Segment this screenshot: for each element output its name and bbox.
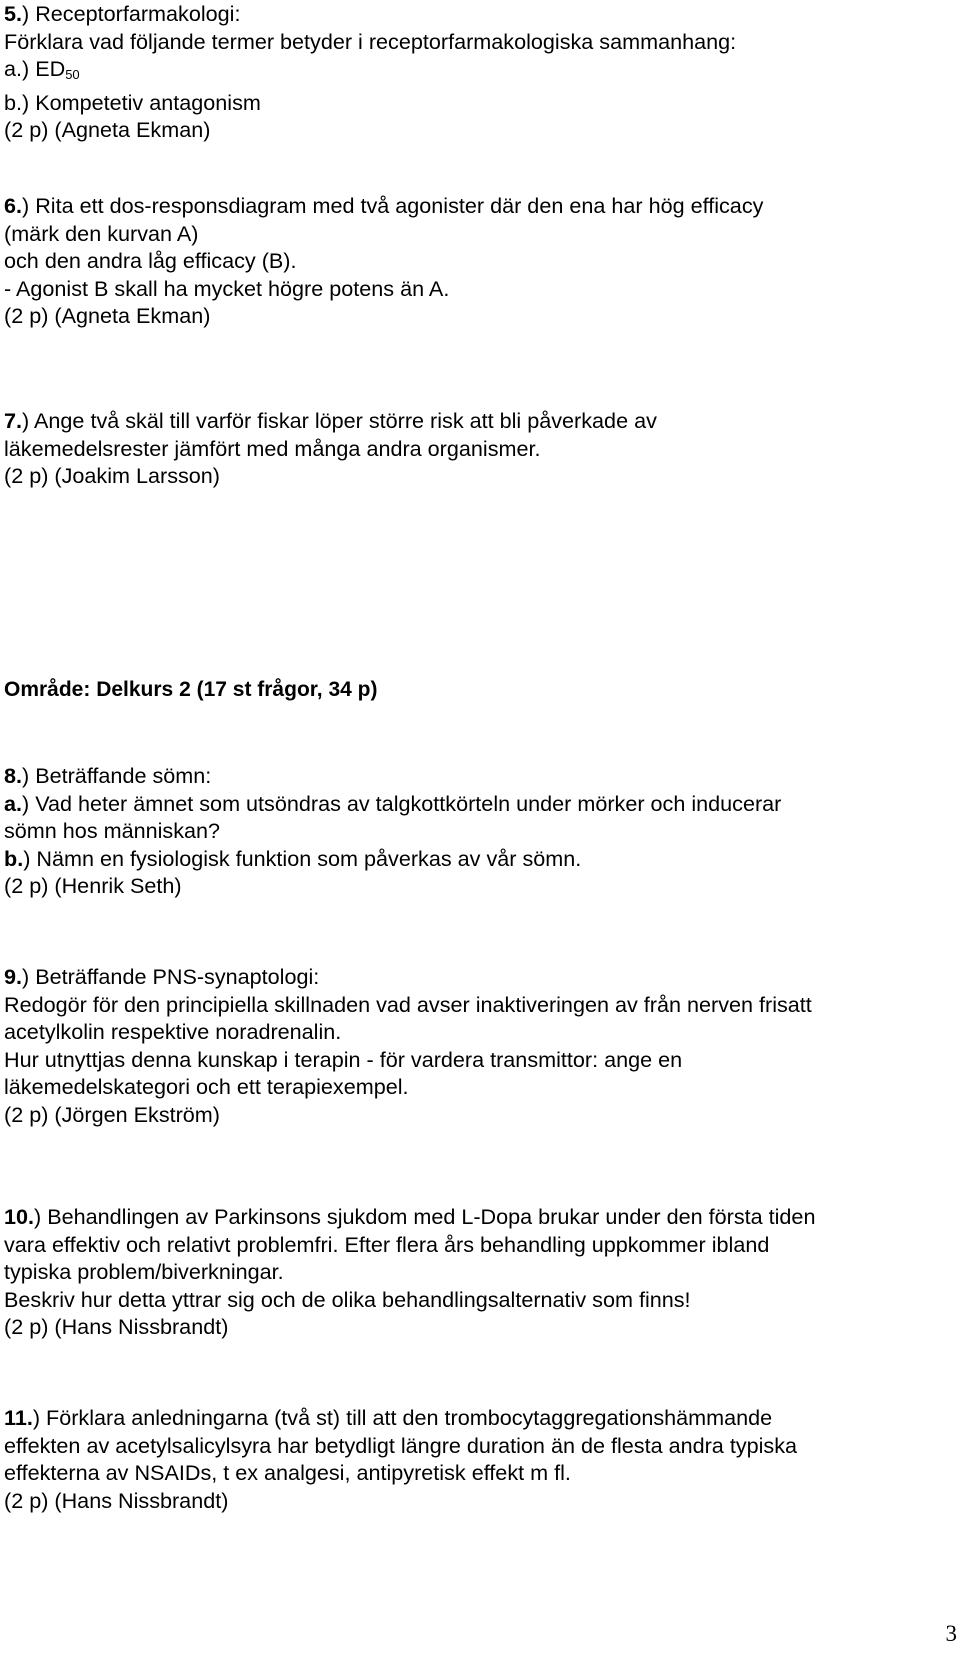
- q5-a-label: a.) ED: [4, 56, 66, 82]
- q11-line1: [4, 1404, 944, 1432]
- q8-number: 8.: [4, 763, 23, 788]
- q6-points: (2 p) (Agneta Ekman): [4, 303, 211, 329]
- q10-line1-text: ) Behandlingen av Parkinsons sjukdom med L-Dopa brukar under den första tiden: [34, 1204, 816, 1229]
- area-heading: [4, 676, 944, 704]
- question-6: [4, 192, 944, 330]
- question-11: [4, 1404, 944, 1514]
- q11-line1-text: ) Förklara anledningarna (två st) till att den trombocytaggregationshämmande: [32, 1405, 773, 1430]
- q8-b-number: b.: [4, 845, 24, 871]
- q9-number: 9.: [4, 964, 23, 989]
- q7-line2: läkemedelsrester jämfört med många andra organismer.: [4, 435, 541, 461]
- q11-line2: effekten av acetylsalicylsyra har betydligt längre duration än de flesta andra typiska: [4, 1432, 798, 1458]
- q5-number: 5.: [4, 1, 23, 26]
- q9-line3: Hur utnyttjas denna kunskap i terapin - för vardera transmittor: ange en: [4, 1046, 683, 1072]
- q6-line3: och den andra låg efficacy (B).: [4, 248, 297, 274]
- q7-line1-text: ) Ange två skäl till varför fiskar löper större risk att bli påverkade av: [22, 408, 657, 433]
- q8-b-text: ) Nämn en fysiologisk funktion som påverkas av vår sömn.: [23, 845, 582, 871]
- q11-number: 11.: [4, 1405, 33, 1430]
- question-9: [4, 963, 944, 1129]
- q6-line4: - Agonist B skall ha mycket högre potens än A.: [4, 275, 450, 301]
- q10-line1: [4, 1203, 944, 1231]
- q8-a-text: ) Vad heter ämnet som utsöndras av talgkottkörteln under mörker och inducerar: [22, 790, 782, 816]
- area-heading-text: Område: Delkurs 2 (17 st frågor, 34 p): [4, 678, 378, 701]
- q8-item-a-line1: [4, 790, 944, 818]
- q5-item-a: [4, 55, 944, 89]
- q5-title-line: [4, 0, 944, 28]
- q5-item-b: b.) Kompetetiv antagonism: [4, 89, 261, 115]
- q9-line1: Redogör för den principiella skillnaden vad avser inaktiveringen av från nerven frisatt: [4, 991, 812, 1017]
- q8-title: ) Beträffande sömn:: [22, 763, 212, 788]
- question-5: [4, 0, 944, 144]
- q5-title: ) Receptorfarmakologi:: [22, 1, 241, 26]
- q9-line2: acetylkolin respektive noradrenalin.: [4, 1019, 342, 1045]
- q7-line1: [4, 407, 944, 435]
- q9-line4: läkemedelskategori och ett terapiexempel.: [4, 1074, 409, 1100]
- question-10: [4, 1203, 944, 1341]
- q8-item-b: [4, 845, 944, 873]
- q11-line3: effekterna av NSAIDs, t ex analgesi, antipyretisk effekt m fl.: [4, 1460, 571, 1486]
- q6-line1-text: ) Rita ett dos-responsdiagram med två agonister där den ena har hög efficacy: [22, 193, 764, 218]
- q7-points: (2 p) (Joakim Larsson): [4, 463, 221, 489]
- q8-points: (2 p) (Henrik Seth): [4, 873, 182, 899]
- q9-title-line: [4, 963, 944, 991]
- q10-number: 10.: [4, 1204, 35, 1229]
- q10-line4: Beskriv hur detta yttrar sig och de olika behandlingsalternativ som finns!: [4, 1286, 691, 1312]
- q8-title-line: [4, 762, 944, 790]
- question-8: [4, 762, 944, 900]
- q7-number: 7.: [4, 408, 23, 433]
- q10-points: (2 p) (Hans Nissbrandt): [4, 1314, 229, 1340]
- q8-a-number: a.: [4, 790, 23, 816]
- question-7: [4, 407, 944, 490]
- q5-a-subscript: 50: [65, 67, 80, 83]
- q10-line3: typiska problem/biverkningar.: [4, 1259, 284, 1285]
- q10-line2: vara effektiv och relativt problemfri. Efter flera års behandling uppkommer ibland: [4, 1231, 770, 1257]
- q6-number: 6.: [4, 193, 23, 218]
- page-number: 3: [945, 1621, 957, 1646]
- q9-title: ) Beträffande PNS-synaptologi:: [22, 964, 320, 989]
- q5-points: (2 p) (Agneta Ekman): [4, 117, 211, 143]
- q6-line2: (märk den kurvan A): [4, 220, 199, 246]
- q9-points: (2 p) (Jörgen Ekström): [4, 1101, 220, 1127]
- q8-item-a-line2: sömn hos människan?: [4, 818, 221, 844]
- q6-line1: [4, 192, 944, 220]
- q11-points: (2 p) (Hans Nissbrandt): [4, 1487, 229, 1513]
- q5-line1: Förklara vad följande termer betyder i receptorfarmakologiska sammanhang:: [4, 28, 737, 54]
